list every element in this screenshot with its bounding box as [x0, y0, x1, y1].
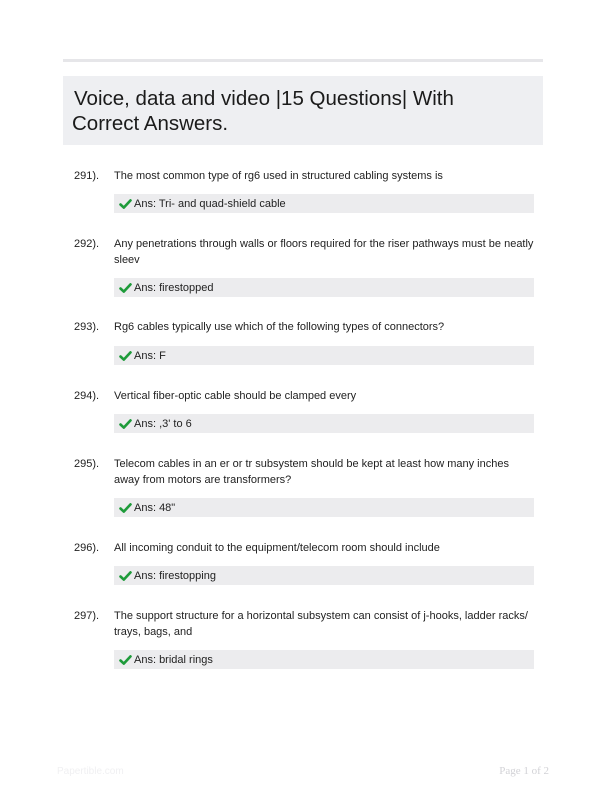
question-text: Vertical fiber-optic cable should be clamped every: [114, 390, 357, 402]
answer-text: Ans: F: [134, 349, 166, 362]
check-icon: [119, 418, 132, 430]
question-number: 296).: [74, 542, 100, 554]
question-text: The most common type of rg6 used in structured cabling systems is: [114, 170, 443, 182]
question-text: Rg6 cables typically use which of the following types of connectors?: [114, 321, 445, 333]
page-number: Page 1 of 2: [499, 765, 549, 777]
check-icon: [119, 502, 132, 514]
question-number: 295).: [74, 458, 100, 470]
answer-text: Ans: Tri- and quad-shield cable: [134, 197, 286, 210]
question-number: 293).: [74, 321, 100, 333]
footer-site: Papertible.com: [57, 766, 124, 777]
check-icon: [119, 198, 132, 210]
question-number: 292).: [74, 238, 100, 250]
check-icon: [119, 282, 132, 294]
question-text: Any penetrations through walls or floors required for the riser pathways must be neatly sleev: [114, 238, 534, 266]
answer-box: [114, 346, 534, 365]
answer-box: [114, 566, 534, 585]
question-number: 291).: [74, 170, 100, 182]
check-icon: [119, 570, 132, 582]
answer-text: Ans: firestopped: [134, 281, 214, 294]
answer-text: Ans: ,3' to 6: [134, 417, 192, 430]
title-banner: [63, 76, 543, 145]
page-title-line-2: Correct Answers.: [72, 112, 229, 135]
question-number: 297).: [74, 610, 100, 622]
answer-box: [114, 650, 534, 669]
question-text: Telecom cables in an er or tr subsystem should be kept at least how many inches away from motors are transformers?: [114, 458, 509, 486]
answer-text: Ans: firestopping: [134, 569, 216, 582]
answer-box: [114, 194, 534, 213]
page-title: [72, 86, 533, 136]
answer-box: [114, 278, 534, 297]
question-number: 294).: [74, 390, 100, 402]
question-text: The support structure for a horizontal subsystem can consist of j-hooks, ladder racks/ trays, bags, and: [114, 610, 528, 638]
check-icon: [119, 350, 132, 362]
answer-box: [114, 498, 534, 517]
page-title-line-1: Voice, data and video |15 Questions| With: [74, 87, 454, 110]
top-divider: [63, 59, 543, 62]
check-icon: [119, 654, 132, 666]
answer-text: Ans: 48": [134, 501, 176, 514]
answer-box: [114, 414, 534, 433]
answer-text: Ans: bridal rings: [134, 653, 213, 666]
question-text: All incoming conduit to the equipment/telecom room should include: [114, 542, 440, 554]
